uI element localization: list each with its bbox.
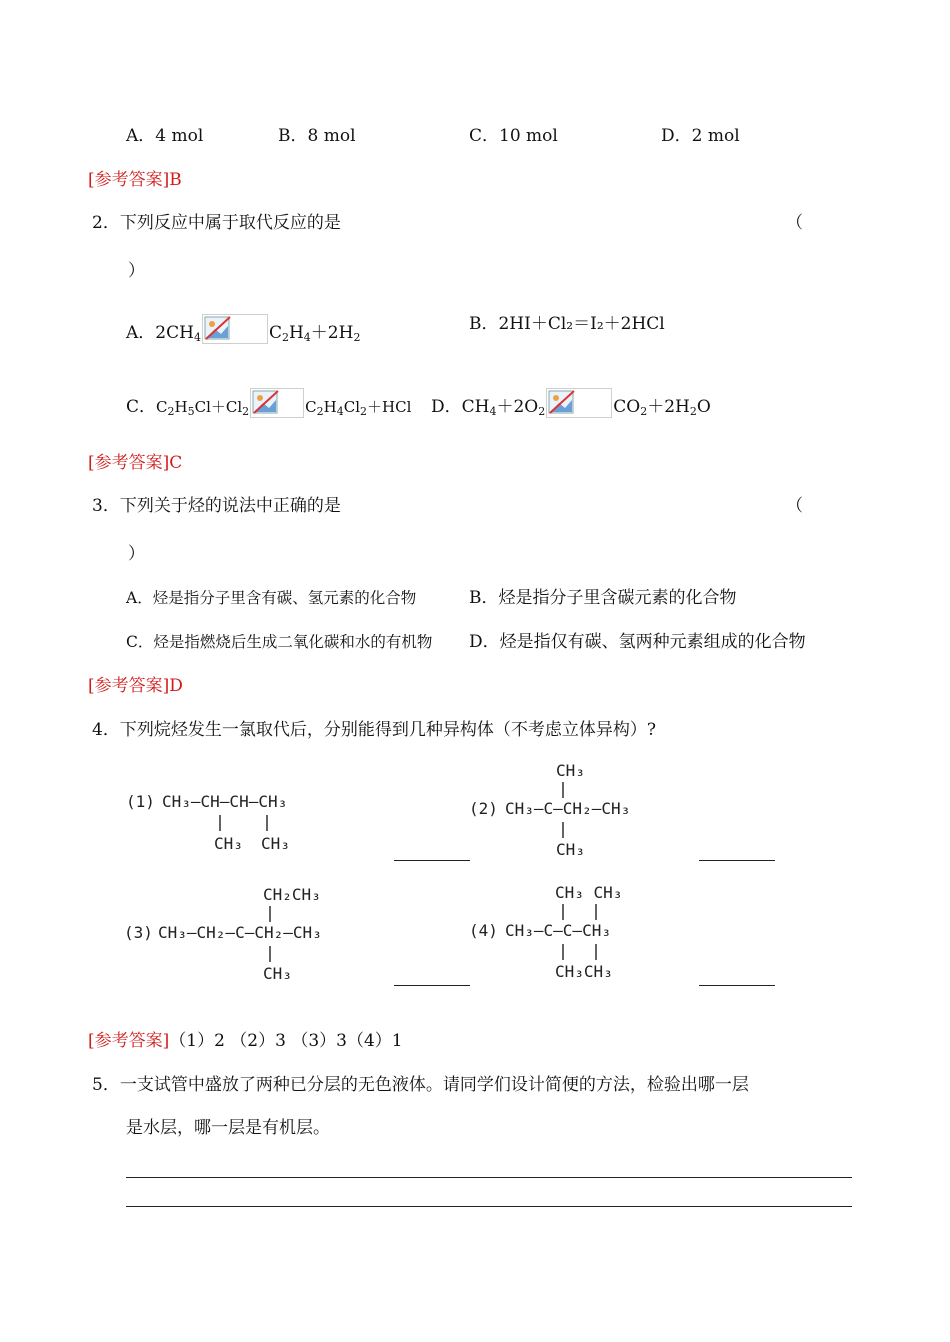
q5-stem-line-2: 是水层，哪一层是有机层。 — [126, 1118, 330, 1138]
q1-option-c: C．10 mol — [469, 126, 558, 146]
structure-2-bottom: CH₃ — [556, 840, 585, 859]
q5-answer-line-1[interactable] — [126, 1177, 852, 1178]
structure-2-top: CH₃ — [556, 761, 585, 780]
structure-2 — [465, 758, 695, 868]
structure-2-number: (2) — [469, 799, 498, 818]
q2-stem: 2．下列反应中属于取代反应的是 — [92, 213, 341, 233]
q1-option-b: B．8 mol — [278, 126, 356, 146]
broken-image-icon — [202, 314, 268, 344]
q4-blank-3[interactable] — [394, 985, 470, 986]
q1-option-a: A．4 mol — [126, 126, 204, 146]
q4-answer — [88, 1033, 403, 1050]
structure-1-main-chain: CH₃—CH—CH—CH₃ — [162, 792, 288, 811]
q1-answer: [参考答案]B — [88, 170, 182, 190]
q3-paren-open: （ — [786, 496, 803, 516]
q2-answer: [参考答案]C — [88, 453, 183, 473]
structure-1-branch-2: CH₃ — [261, 834, 290, 853]
structure-2-main-chain: CH₃—C—CH₂—CH₃ — [505, 799, 631, 818]
structure-3-main-chain: CH₃—CH₂—C—CH₂—CH₃ — [158, 923, 322, 942]
q4-blank-4[interactable] — [699, 985, 775, 986]
structure-3 — [120, 882, 390, 992]
q2-option-c: C．$C_2H_5Cl+Cl_2$ $C_2H_4Cl_2+HCl$ — [126, 388, 411, 418]
structure-1-branch-1: CH₃ — [214, 834, 243, 853]
broken-image-icon — [250, 388, 304, 418]
structure-3-number: (3) — [124, 923, 153, 942]
q3-option-a: A．烃是指分子里含有碳、氢元素的化合物 — [126, 589, 417, 607]
q4-blank-2[interactable] — [699, 860, 775, 861]
q1-option-d: D．2 mol — [661, 126, 740, 146]
structure-1-number: (1) — [126, 792, 155, 811]
broken-image-icon — [546, 388, 612, 418]
q4-answer-text: （1）2 （2）3 （3）3（4）1 — [169, 1031, 403, 1051]
q2-paren-close: ） — [128, 261, 145, 281]
q3-paren-close: ） — [128, 544, 145, 564]
q3-option-b: B．烃是指分子里含碳元素的化合物 — [469, 588, 737, 608]
structure-4-top: CH₃ CH₃ — [555, 883, 623, 902]
structure-1 — [120, 785, 360, 865]
q2-paren-open: （ — [786, 213, 803, 233]
q3-stem: 3．下列关于烃的说法中正确的是 — [92, 496, 341, 516]
structure-4-bottom: CH₃CH₃ — [555, 962, 613, 981]
q3-option-d: D．烃是指仅有碳、氢两种元素组成的化合物 — [469, 632, 806, 652]
q5-stem-line-1: 5．一支试管中盛放了两种已分层的无色液体。请同学们设计简便的方法，检验出哪一层 — [92, 1075, 749, 1095]
structure-3-bottom: CH₃ — [263, 964, 292, 983]
q4-stem: 4．下列烷烃发生一氯取代后，分别能得到几种异构体（不考虑立体异构）? — [92, 720, 656, 740]
q2-option-d: D．$CH_4+2O_2$ $CO_2+2H_2O$ — [431, 388, 711, 418]
q2-option-a: A．$2CH_4$ $C_2H_4+2H_2$ — [126, 314, 360, 344]
structure-4 — [465, 880, 695, 990]
q3-answer: [参考答案]D — [88, 676, 183, 696]
q3-option-c: C．烃是指燃烧后生成二氧化碳和水的有机物 — [126, 633, 433, 651]
q4-blank-1[interactable] — [394, 860, 470, 861]
q5-answer-line-2[interactable] — [126, 1206, 852, 1207]
structure-4-main-chain: CH₃—C—C—CH₃ — [505, 921, 611, 940]
q2-option-b: B．2HI＋Cl₂＝I₂＋2HCl — [469, 314, 665, 334]
structure-3-top: CH₂CH₃ — [263, 885, 321, 904]
structure-4-number: (4) — [469, 921, 498, 940]
q4-answer-label: [参考答案] — [88, 1031, 170, 1051]
